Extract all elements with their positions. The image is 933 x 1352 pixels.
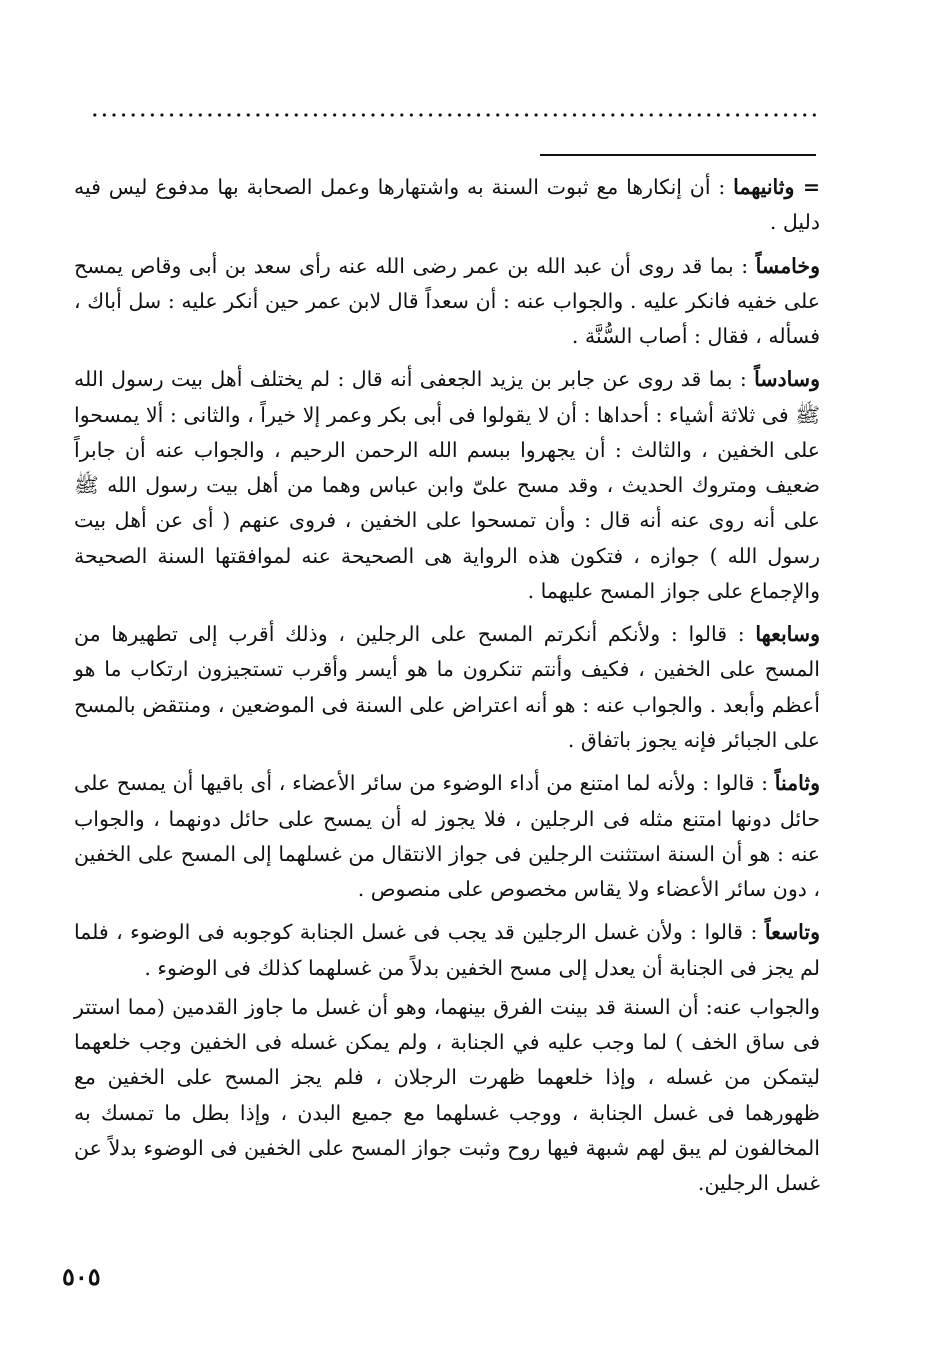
dotted-rule	[90, 108, 820, 122]
paragraph-lead: وثامناً	[774, 771, 820, 796]
paragraph-text: : قالوا : ولأن غسل الرجلين قد يجب فى غسل الجنابة كوجوبه فى الوضوء ، فلما لم يجز فى الجنابة أن يعدل إلى مسح الخفين بدلاً من غسلهما كذلك فى الوضوء .	[74, 920, 820, 980]
paragraph-ninth	[74, 915, 820, 986]
paragraph-second	[74, 170, 820, 241]
paragraph-lead: = وثانيهما	[733, 175, 820, 199]
paragraph-answer	[74, 990, 820, 1202]
page-number: ٥٠٥	[62, 1262, 101, 1291]
footnote-separator	[540, 154, 816, 156]
paragraph-sixth	[74, 362, 820, 609]
page-body	[74, 170, 820, 1209]
paragraph-lead: وسابعها	[755, 622, 820, 647]
paragraph-text: : قالوا : ولأنه لما امتنع من أداء الوضوء من سائر الأعضاء ، أى باقيها أن يمسح على حائل دونها امتنع مثله فى الرجلين ، فلا يجوز له أن يمسح على حائل دونهما ، والجواب عنه : هو أن السنة استثنت الرجلين فى جواز الانتقال من غسلهما إلى المسح على الخفين ، دون سائر الأعضاء ولا يقاس مخصوص على منصوص .	[74, 771, 820, 902]
paragraph-text: والجواب عنه: أن السنة قد بينت الفرق بينهما، وهو أن غسل ما جاوز القدمين (مما استتر فى ساق الخف ) لما وجب عليه في الجنابة ، ولم يمكن غسله فى الخفين وجب خلعهما ليتمكن من غسله ، وإذا خلعهما ظهرت الرجلان ، فلم يجز المسح على الخفين مع ظهورهما فى غسل الجنابة ، ووجب غسلهما مع جميع البدن ، وإذا بطل ما تمسك به المخالفون لم يبق لهم شبهة فيها روح وثبت جواز المسح على الخفين فى الوضوء بدلاً عن غسل الرجلين.	[74, 994, 820, 1196]
paragraph-eighth	[74, 766, 820, 907]
paragraph-seventh	[74, 617, 820, 758]
paragraph-fifth	[74, 249, 820, 355]
paragraph-lead: وسادساً	[754, 367, 820, 392]
paragraph-text: : قالوا : ولأنكم أنكرتم المسح على الرجلين ، وذلك أقرب إلى تطهيرها من المسح على الخفين ، فكيف وأنتم تنكرون ما هو أيسر وأقرب تستجيزون ارتكاب ما هو أعظم وأبعد . والجواب عنه : هو أنه اعتراض على السنة فى الموضعين ، ومنتقض بالمسح على الجبائر فإنه يجوز باتفاق .	[74, 622, 820, 752]
paragraph-lead: وتاسعاً	[764, 920, 820, 945]
paragraph-lead: وخامساً	[755, 253, 820, 278]
paragraph-text: : بما قد روى عن جابر بن يزيد الجعفى أنه قال : لم يختلف أهل بيت رسول الله ﷺ فى ثلاثة أشياء : أحداها : أن لا يقولوا فى أبى بكر وعمر إلا خيراً ، والثانى : ألا يمسحوا على الخفين ، والثالث : أن يجهروا ببسم الله الرحمن الرحيم ، والجواب عنه أن جابراً ضعيف ومتروك الحديث ، وقد مسح علىّ وابن عباس وهما من أهل بيت رسول الله ﷺ على أنه روى عنه أنه قال : وأن تمسحوا على الخفين ، فروى عنهم ( أى عن أهل بيت رسول الله ) جوازه ، فتكون هذه الرواية هى الصحيحة عنه لموافقتها السنة الصحيحة والإجماع على جواز المسح عليهما .	[74, 367, 820, 603]
paragraph-text: : أن إنكارها مع ثبوت السنة به واشتهارها وعمل الصحابة بها مدفوع ليس فيه دليل .	[74, 175, 820, 235]
paragraph-text: : بما قد روى أن عبد الله بن عمر رضى الله عنه رأى سعد بن أبى وقاص يمسح على خفيه فانكر عليه . والجواب عنه : أن سعداً قال لابن عمر حين أنكر عليه : سل أباك ، فسأله ، فقال : أصاب السُّنَّة .	[74, 253, 820, 349]
